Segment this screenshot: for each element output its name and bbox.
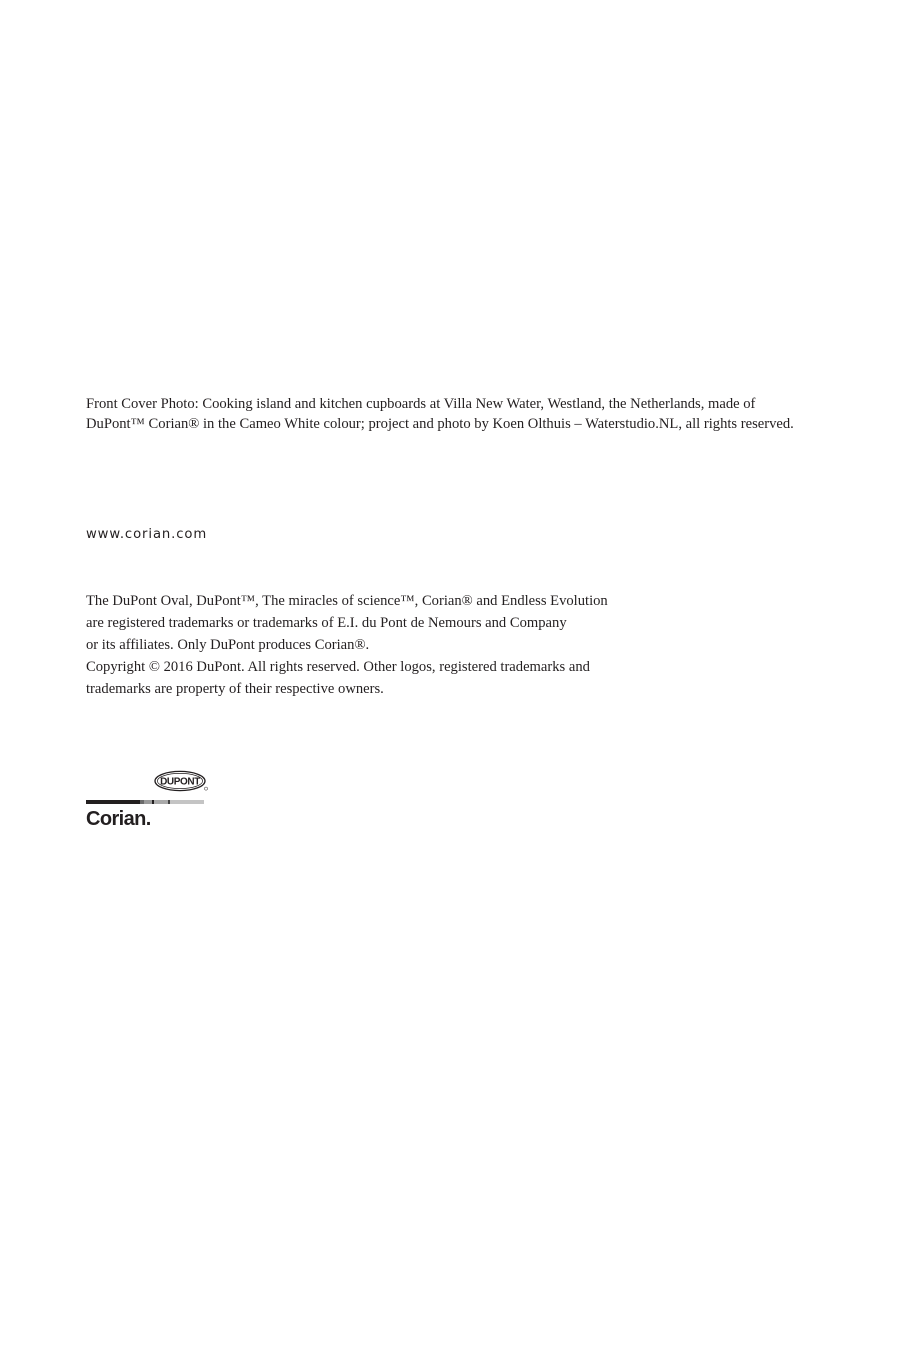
caption-line: DuPont™ Corian® in the Cameo White colour; project and photo by Koen Olthuis – Waterstudio.NL, all rights reserved. <box>86 416 794 432</box>
dupont-oval-text: DUPONT <box>160 776 200 788</box>
legal-line: The DuPont Oval, DuPont™, The miracles of science™, Corian® and Endless Evolution <box>86 593 608 609</box>
trademark-notice <box>86 590 686 700</box>
legal-line: trademarks are property of their respective owners. <box>86 681 384 697</box>
legal-line: are registered trademarks or trademarks of E.I. du Pont de Nemours and Company <box>86 615 567 631</box>
website-link[interactable]: www.corian.com <box>86 527 208 542</box>
brand-logo-lockup <box>86 770 210 832</box>
legal-line: Copyright © 2016 DuPont. All rights reserved. Other logos, registered trademarks and <box>86 659 590 675</box>
brand-rule <box>86 800 204 804</box>
legal-line: or its affiliates. Only DuPont produces Corian®. <box>86 637 370 653</box>
dupont-oval-logo <box>154 770 208 792</box>
corian-wordmark: Corian. <box>86 808 151 830</box>
caption-line: Front Cover Photo: Cooking island and kitchen cupboards at Villa New Water, Westland, the Netherlands, made of <box>86 396 756 412</box>
front-cover-photo-caption <box>86 394 866 434</box>
